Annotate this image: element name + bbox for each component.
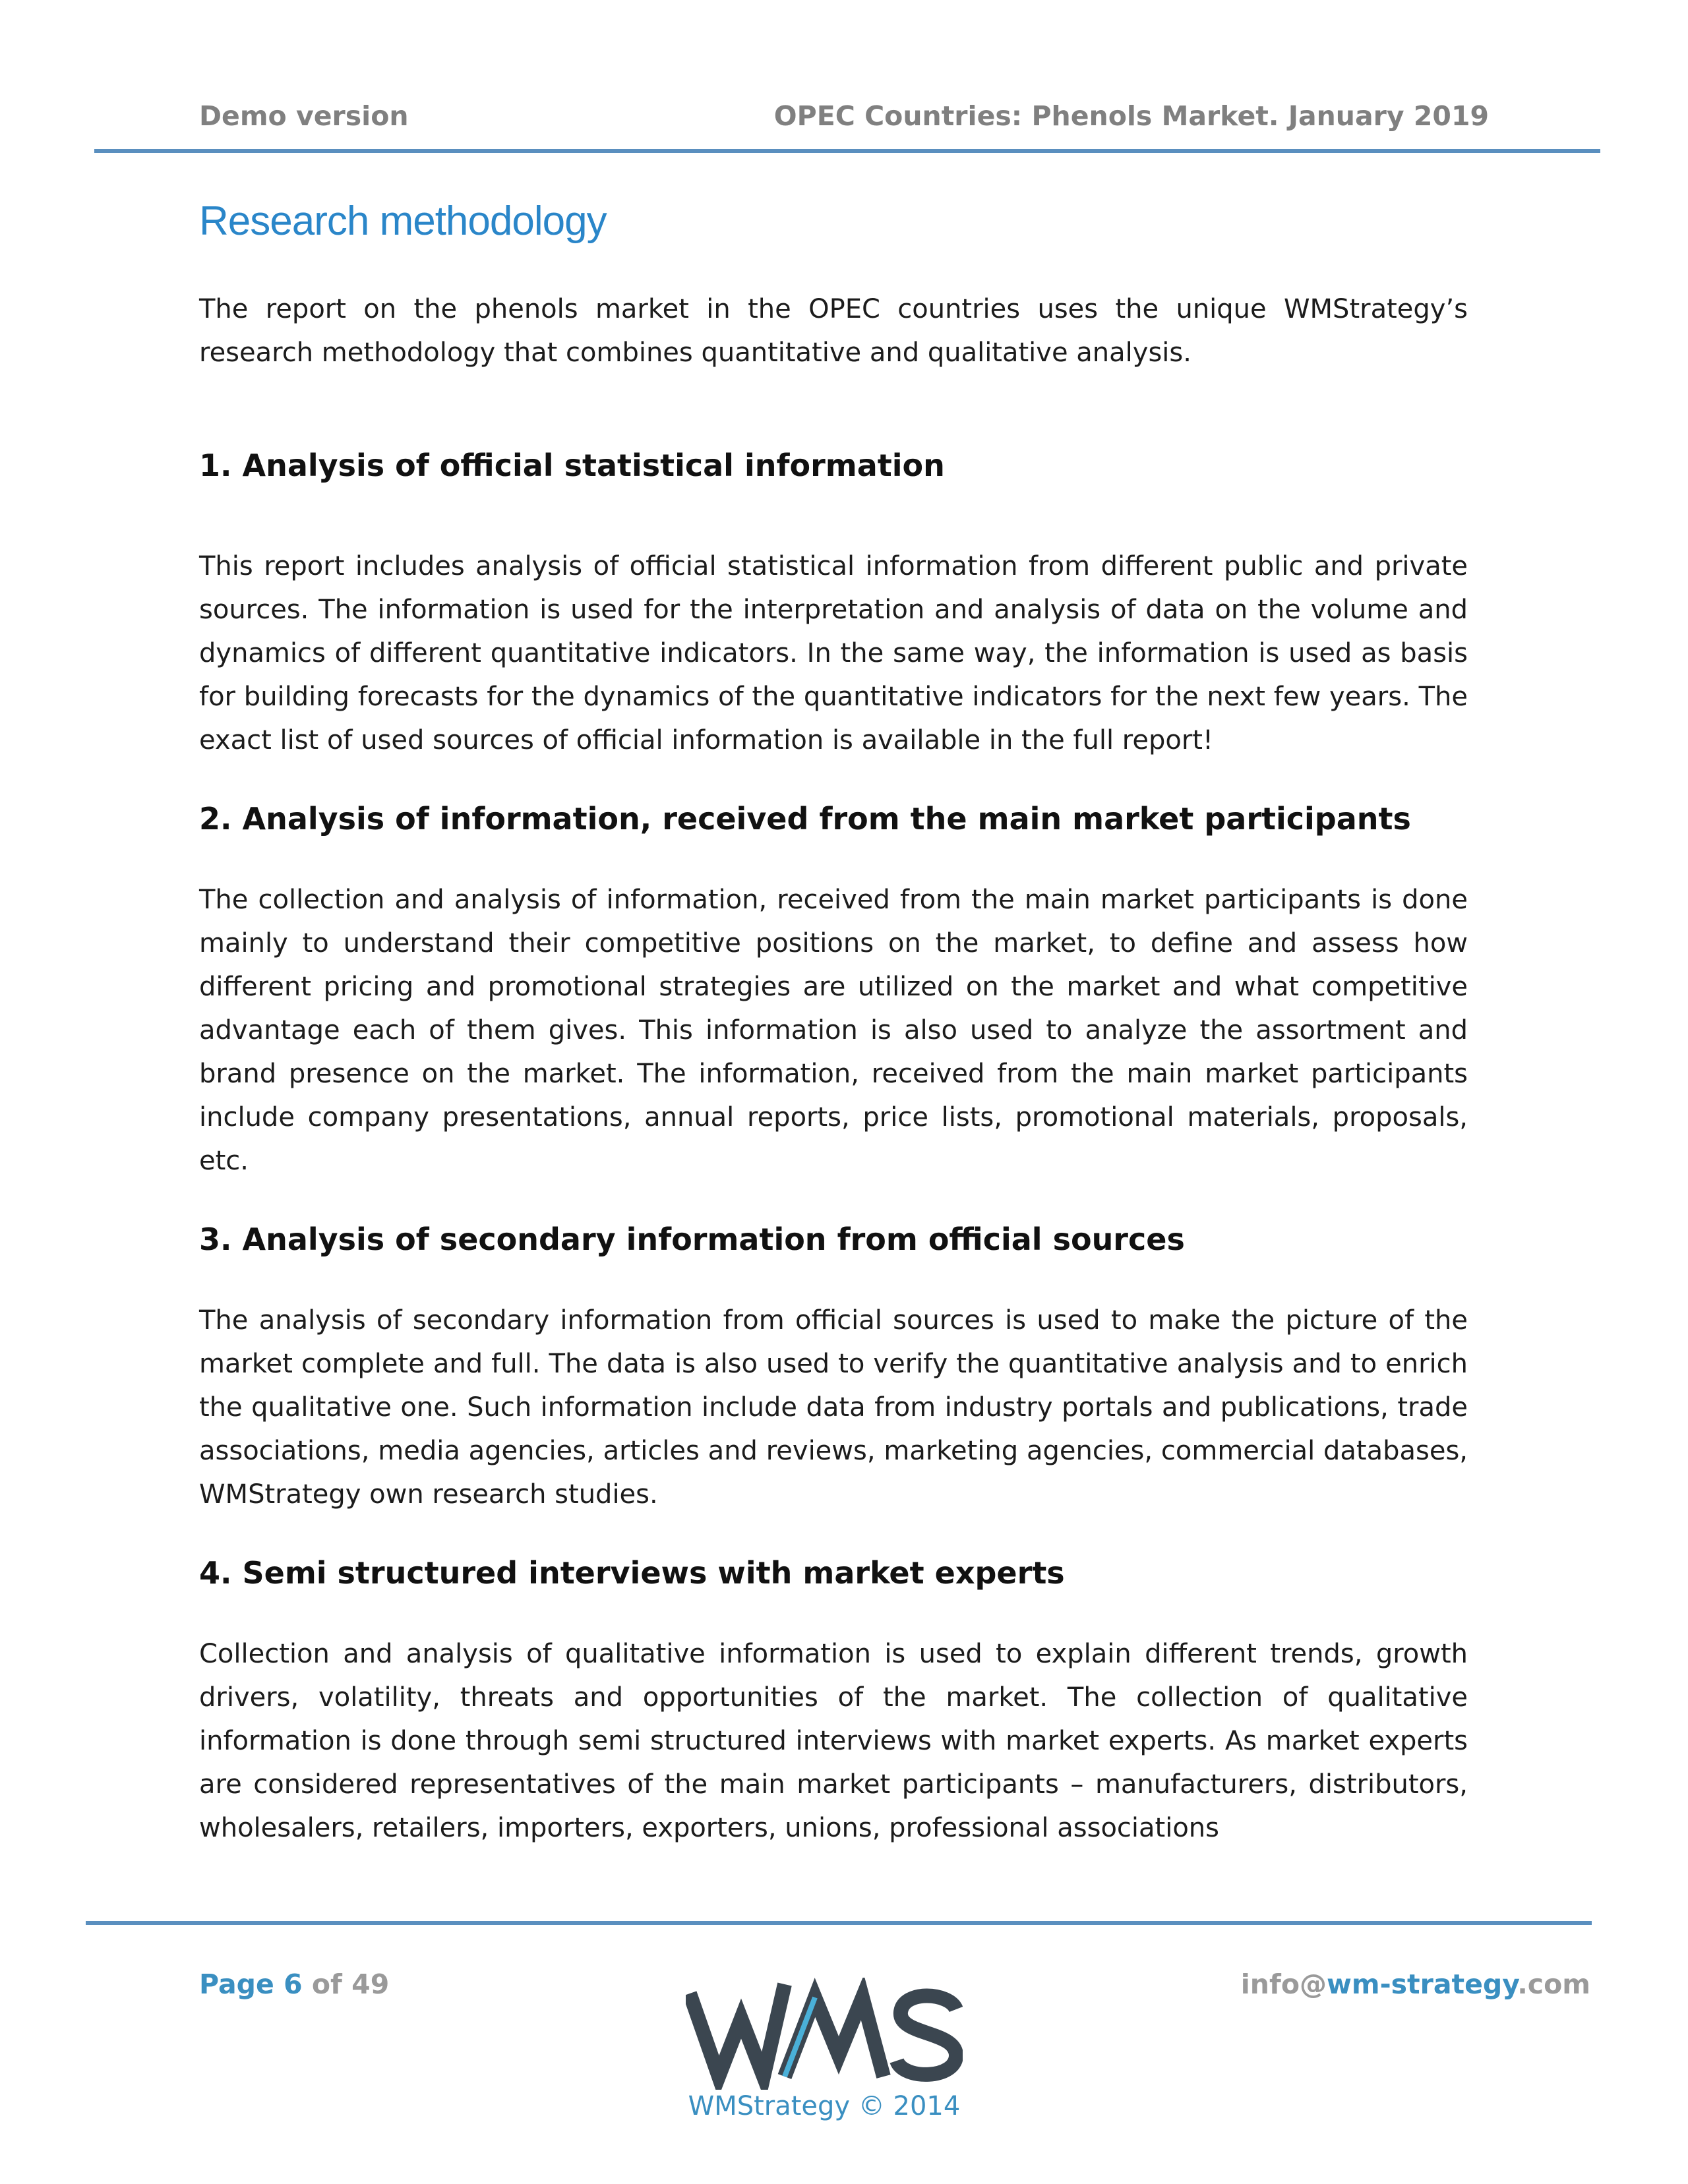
section-market-participants <box>199 799 1468 1183</box>
section-heading: 1. Analysis of official statistical information <box>199 448 945 483</box>
page-number: 6 <box>284 1968 303 2000</box>
section-official-statistics <box>199 446 1468 762</box>
document-body <box>199 287 1468 1887</box>
contact-email[interactable] <box>1241 1968 1590 2000</box>
email-tld: .com <box>1517 1968 1590 2000</box>
logo-caption: WMStrategy © 2014 <box>688 2091 961 2121</box>
page-total: 49 <box>351 1968 390 2000</box>
page-word: Page <box>199 1968 274 2000</box>
section-heading: 3. Analysis of secondary information from official sources <box>199 1222 1185 1257</box>
wms-logo-icon <box>686 1978 963 2090</box>
footer-divider <box>86 1921 1592 1925</box>
section-paragraph: Collection and analysis of qualitative information is used to explain different trends, growth drivers, volatility, threats and opportunities of the market. The collection of qualitative information is done through semi structured interviews with market experts. As market experts are considered representatives of the main market participants – manufacturers, distributors, wholesalers, retailers, importers, exporters, unions, professional associations <box>199 1639 1468 1843</box>
page-of-word: of <box>311 1968 342 2000</box>
email-domain: wm-strategy <box>1326 1968 1518 2000</box>
header-report-title: OPEC Countries: Phenols Market. January 2019 <box>773 100 1489 132</box>
section-paragraph: This report includes analysis of official statistical information from different public and private sources. The information is used for the interpretation and analysis of data on the volume and dynamics of different quantitative indicators. In the same way, the information is used as basis for building forecasts for the dynamics of the quantitative indicators for the next few years. The exact list of used sources of official information is available in the full report! <box>199 551 1468 755</box>
page-indicator <box>199 1968 389 2000</box>
email-user: info@ <box>1240 1968 1327 2000</box>
intro-paragraph: The report on the phenols market in the OPEC countries uses the unique WMStrategy’s research methodology that combines quantitative and qualitative analysis. <box>199 294 1468 368</box>
section-heading: 2. Analysis of information, received from the main market participants <box>199 801 1411 837</box>
header-divider <box>94 149 1600 153</box>
section-paragraph: The analysis of secondary information from official sources is used to make the picture of the market complete and full. The data is also used to verify the quantitative analysis and to enrich the qualitative one. Such information include data from industry portals and publications, trade associations, media agencies, articles and reviews, marketing agencies, commercial databases, WMStrategy own research studies. <box>199 1305 1468 1510</box>
header-demo-label: Demo version <box>199 100 409 132</box>
section-secondary-information <box>199 1220 1468 1516</box>
section-paragraph: The collection and analysis of information, received from the main market participants is done mainly to understand their competitive positions on the market, to define and assess how different pricing and promotional strategies are utilized on the market and what competitive advantage each of them gives. This information is also used to analyze the assortment and brand presence on the market. The information, received from the main market participants include company presentations, annual reports, price lists, promotional materials, proposals, etc. <box>199 885 1468 1176</box>
section-heading: 4. Semi structured interviews with market experts <box>199 1555 1065 1591</box>
page-title: Research methodology <box>199 198 607 244</box>
section-expert-interviews <box>199 1553 1468 1850</box>
